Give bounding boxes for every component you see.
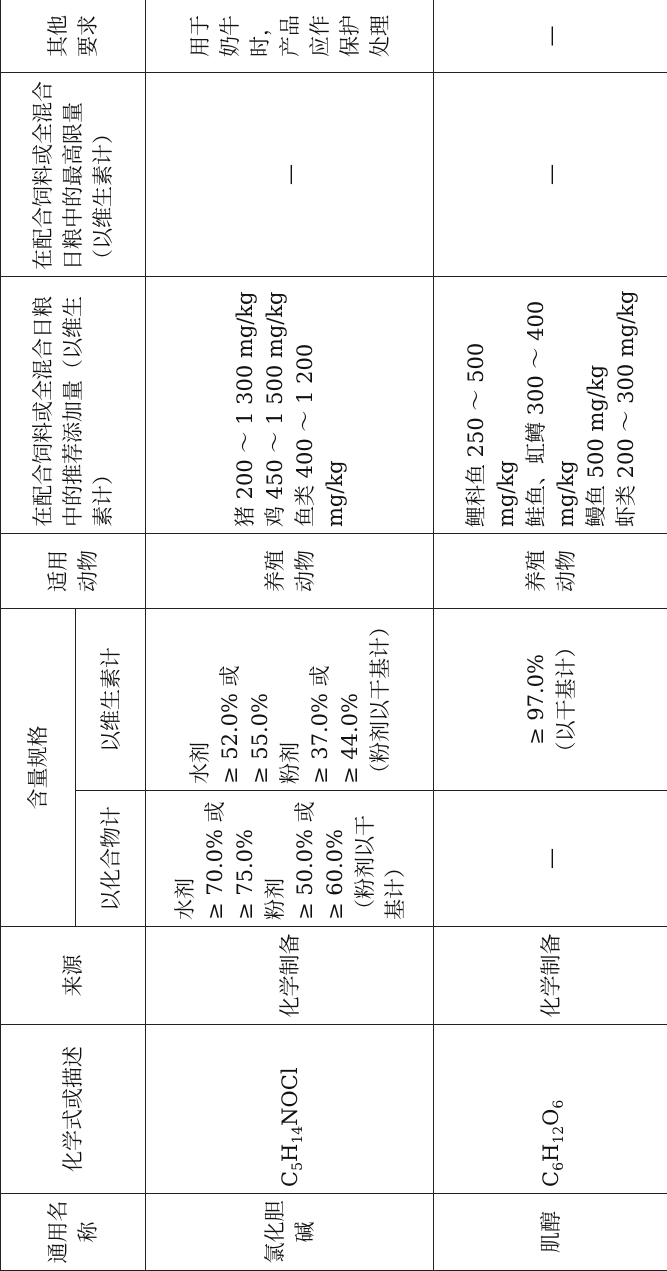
spec-line: ≥ 37.0% 或 xyxy=(307,665,332,784)
cell-max-limit: — xyxy=(434,73,667,277)
cell-by-compound: — xyxy=(434,791,667,927)
header-other: 其他要求 xyxy=(1,0,146,73)
spec-line: （粉剂以干基计） xyxy=(352,815,407,920)
cell-by-vitamin xyxy=(146,609,434,791)
header-max-limit: 在配合饲料或全混合日粮中的最高限量（以维生素计） xyxy=(1,73,146,277)
header-formula: 化学式或描述 xyxy=(1,1025,146,1194)
cell-max-limit: — xyxy=(146,73,434,277)
dose-line: 鲑鱼、虹鳟 300 ～ 400 mg/kg xyxy=(523,300,578,527)
cell-name: 肌醇 xyxy=(434,1194,667,1271)
dose-line: 猪 200 ～ 1 300 mg/kg xyxy=(232,291,257,527)
header-name: 通用名称 xyxy=(1,1194,146,1271)
cell-by-vitamin xyxy=(434,609,667,791)
spec-line: ≥ 44.0% xyxy=(337,693,362,784)
cell-formula: $C_6H_{12}O_6$ xyxy=(434,1025,667,1194)
header-recommended: 在配合饲料或全混合日粮中的推荐添加量（以维生素计） xyxy=(1,277,146,534)
dose-line: 鳗鱼 500 mg/kg xyxy=(583,364,608,527)
cell-animals: 养殖动物 xyxy=(146,534,434,609)
header-by-compound: 以化合物计 xyxy=(76,791,146,927)
cell-name: 氯化胆碱 xyxy=(146,1194,434,1271)
dose-line: 鲤科鱼 250 ～ 500 mg/kg xyxy=(463,342,518,527)
spec-line: ≥ 97.0% xyxy=(523,654,548,745)
spec-line: 水剂 xyxy=(172,878,197,920)
header-source: 来源 xyxy=(1,927,146,1025)
cell-other: 用于奶牛时，产品应作保护处理 xyxy=(146,0,434,73)
spec-line: ≥ 50.0% 或 xyxy=(292,801,317,920)
table-row xyxy=(146,0,434,1271)
header-by-vitamin: 以维生素计 xyxy=(76,609,146,791)
dose-line: 鸡 450 ～ 1 500 mg/kg xyxy=(262,291,287,527)
header-content-spec: 含量规格 xyxy=(1,609,76,927)
cell-other: — xyxy=(434,0,667,73)
spec-line: （以干基计） xyxy=(553,636,578,763)
cell-recommended xyxy=(146,277,434,534)
spec-line: 水剂 xyxy=(187,742,212,784)
spec-line: 粉剂 xyxy=(277,742,302,784)
cell-animals: 养殖动物 xyxy=(434,534,667,609)
dose-line: 虾类 200 ～ 300 mg/kg xyxy=(613,290,638,527)
header-animals: 适用动物 xyxy=(1,534,146,609)
spec-line: 粉剂 xyxy=(262,878,287,920)
dose-line: 鱼类 400 ～ 1 200 mg/kg xyxy=(292,343,347,527)
cell-source: 化学制备 xyxy=(146,927,434,1025)
spec-line: ≥ 52.0% 或 xyxy=(217,665,242,784)
cell-formula: $C_5H_{14}NOCl$ xyxy=(146,1025,434,1194)
spec-line: （粉剂以干基计） xyxy=(367,616,392,784)
spec-line: ≥ 55.0% xyxy=(247,693,272,784)
spec-line: ≥ 75.0% xyxy=(232,829,257,920)
spec-line: ≥ 60.0% xyxy=(322,829,347,920)
cell-recommended xyxy=(434,277,667,534)
cell-source: 化学制备 xyxy=(434,927,667,1025)
cell-by-compound xyxy=(146,791,434,927)
table-row xyxy=(434,0,667,1271)
spec-line: ≥ 70.0% 或 xyxy=(202,801,227,920)
